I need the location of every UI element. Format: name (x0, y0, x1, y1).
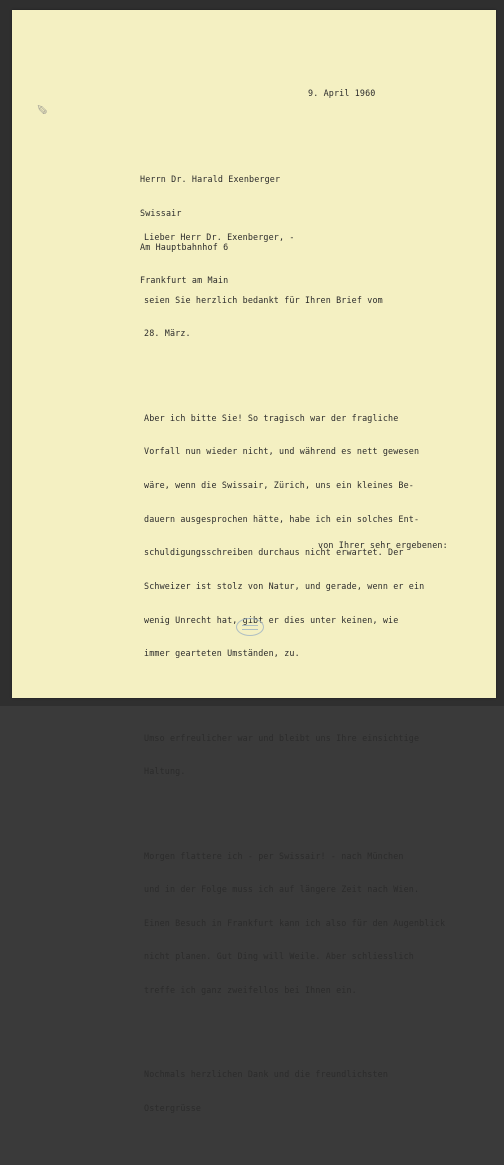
paragraph (144, 272, 474, 362)
letter-body (144, 250, 474, 1165)
body-line: dauern ausgesprochen hätte, habe ich ein solches Ent- (144, 513, 420, 524)
body-line: seien Sie herzlich bedankt für Ihren Brief vom (144, 294, 383, 305)
recipient-line: Swissair (140, 208, 182, 219)
paragraph (144, 1047, 474, 1137)
body-line: Einen Besuch in Frankfurt kann ich also für den Augenblick (144, 917, 446, 928)
body-line: Morgen flattere ich - per Swissair! - nach München (144, 850, 404, 861)
recipient-line: Herrn Dr. Harald Exenberger (140, 174, 281, 185)
recipient-line: Am Hauptbahnhof 6 (140, 241, 229, 252)
archive-stamp-icon (236, 618, 264, 636)
body-line: Nochmals herzlichen Dank und die freundlichsten (144, 1069, 389, 1080)
recipient-line: Frankfurt am Main (140, 275, 229, 286)
body-line: immer gearteten Umständen, zu. (144, 648, 300, 659)
body-line: Schweizer ist stolz von Natur, und gerade, wenn er ein (144, 580, 425, 591)
body-line: Aber ich bitte Sie! So tragisch war der fragliche (144, 412, 399, 423)
body-line: wenig Unrecht hat, gibt er dies unter keinen, wie (144, 614, 399, 625)
letter-page (12, 10, 496, 1114)
body-line: treffe ich ganz zweifellos bei Ihnen ein. (144, 985, 357, 995)
paragraph (144, 828, 474, 1018)
paragraph (144, 710, 474, 800)
body-line: Umso erfreulicher war und bleibt uns Ihre einsichtige (144, 732, 420, 743)
body-line: Haltung. (144, 766, 186, 777)
body-line: Ostergrüsse (144, 1103, 202, 1114)
body-line: 28. März. (144, 328, 191, 339)
closing-line: von Ihrer sehr ergebenen: (318, 540, 448, 550)
body-line: wäre, wenn die Swissair, Zürich, uns ein kleines Be- (144, 480, 414, 491)
paragraph (144, 390, 474, 681)
body-line: und in der Folge muss ich auf längere Zeit nach Wien. (144, 884, 420, 895)
letter-date: 9. April 1960 (308, 88, 376, 98)
salutation: Lieber Herr Dr. Exenberger, - (144, 232, 295, 242)
body-line: schuldigungsschreiben durchaus nicht erwartet. Der (144, 547, 404, 558)
body-line: Vorfall nun wieder nicht, und während es nett gewesen (144, 446, 420, 457)
pencil-marking: ✎ (34, 98, 50, 116)
body-line: nicht planen. Gut Ding will Weile. Aber schliesslich (144, 951, 414, 962)
